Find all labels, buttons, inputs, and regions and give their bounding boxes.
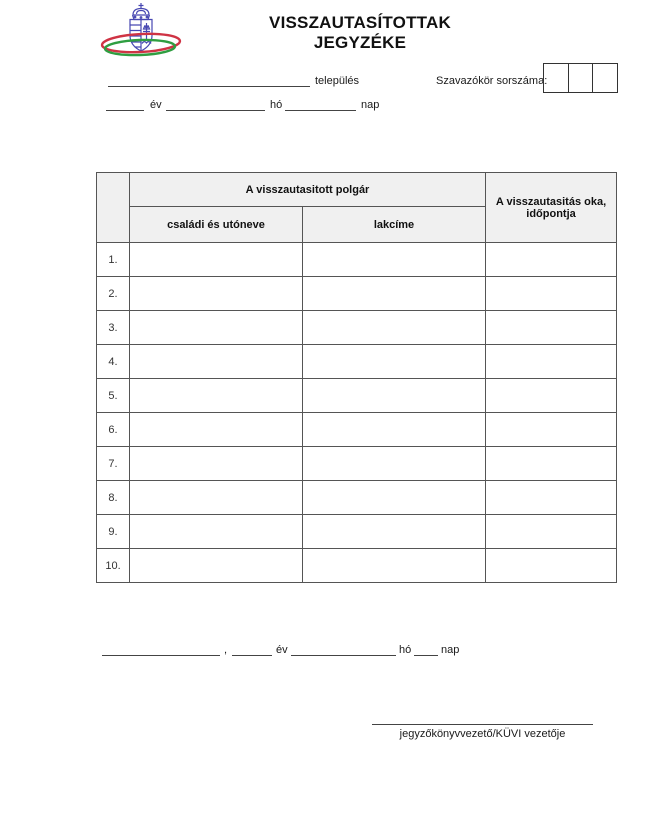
footer-day-blank[interactable] [414, 642, 438, 656]
footer-day-label: nap [441, 644, 460, 656]
name-cell[interactable] [130, 549, 303, 583]
day-label: nap [361, 99, 380, 111]
row-number: 9. [97, 515, 130, 549]
reason-cell[interactable] [486, 379, 617, 413]
reason-header: A visszautasitás oka, időpontja [486, 173, 617, 243]
address-cell[interactable] [303, 379, 486, 413]
coat-of-arms-icon [98, 2, 184, 60]
signature-line[interactable] [372, 724, 593, 725]
page-title-line2: JEGYZÉKE [313, 33, 407, 52]
reason-cell[interactable] [486, 447, 617, 481]
signature-label: jegyzőkönyvvezető/KÜVI vezetője [399, 728, 566, 740]
name-cell[interactable] [130, 243, 303, 277]
name-cell[interactable] [130, 277, 303, 311]
group-header: A visszautasitott polgár [130, 173, 486, 207]
settlement-blank[interactable] [108, 73, 310, 87]
reason-cell[interactable] [486, 413, 617, 447]
table-row [97, 243, 617, 277]
district-digit-cell-2[interactable] [569, 64, 594, 92]
row-number: 2. [97, 277, 130, 311]
row-number: 4. [97, 345, 130, 379]
reason-cell[interactable] [486, 277, 617, 311]
footer-month-blank[interactable] [291, 642, 396, 656]
name-cell[interactable] [130, 515, 303, 549]
address-cell[interactable] [303, 515, 486, 549]
district-number-label: Szavazókör sorszáma: [436, 75, 548, 87]
place-blank[interactable] [102, 642, 220, 656]
address-cell[interactable] [303, 413, 486, 447]
address-cell[interactable] [303, 549, 486, 583]
row-number: 10. [97, 549, 130, 583]
district-digit-cell-1[interactable] [544, 64, 569, 92]
table-row [97, 413, 617, 447]
name-cell[interactable] [130, 379, 303, 413]
reason-cell[interactable] [486, 243, 617, 277]
district-digit-cell-3[interactable] [593, 64, 617, 92]
row-number: 3. [97, 311, 130, 345]
name-cell[interactable] [130, 311, 303, 345]
year-label: év [150, 99, 162, 111]
page-title [240, 13, 480, 53]
table-row [97, 549, 617, 583]
footer-year-blank[interactable] [232, 642, 272, 656]
address-cell[interactable] [303, 481, 486, 515]
row-number-header [97, 173, 130, 243]
row-number: 5. [97, 379, 130, 413]
address-cell[interactable] [303, 277, 486, 311]
name-header: családi és utóneve [130, 207, 303, 243]
reason-cell[interactable] [486, 345, 617, 379]
table-row [97, 345, 617, 379]
reason-cell[interactable] [486, 481, 617, 515]
name-cell[interactable] [130, 447, 303, 481]
address-header: lakcíme [303, 207, 486, 243]
address-cell[interactable] [303, 345, 486, 379]
row-number: 8. [97, 481, 130, 515]
address-cell[interactable] [303, 311, 486, 345]
table-row [97, 515, 617, 549]
reason-cell[interactable] [486, 549, 617, 583]
table-row [97, 311, 617, 345]
address-cell[interactable] [303, 243, 486, 277]
rejected-persons-table [96, 172, 617, 583]
table-row [97, 277, 617, 311]
name-cell[interactable] [130, 345, 303, 379]
row-number: 6. [97, 413, 130, 447]
row-number: 7. [97, 447, 130, 481]
table-row [97, 379, 617, 413]
district-number-box [543, 63, 618, 93]
footer-year-label: év [276, 644, 288, 656]
reason-cell[interactable] [486, 311, 617, 345]
table-row [97, 481, 617, 515]
reason-cell[interactable] [486, 515, 617, 549]
page-title-line1: VISSZAUTASÍTOTTAK [269, 13, 451, 32]
hungarian-coat-of-arms-logo [98, 2, 184, 65]
comma-separator: , [224, 644, 228, 656]
settlement-label: település [315, 75, 360, 87]
day-blank[interactable] [285, 97, 356, 111]
year-blank[interactable] [106, 97, 144, 111]
footer-month-label: hó [399, 644, 412, 656]
row-number: 1. [97, 243, 130, 277]
address-cell[interactable] [303, 447, 486, 481]
table-row [97, 447, 617, 481]
month-blank[interactable] [166, 97, 265, 111]
name-cell[interactable] [130, 481, 303, 515]
name-cell[interactable] [130, 413, 303, 447]
month-label: hó [270, 99, 283, 111]
